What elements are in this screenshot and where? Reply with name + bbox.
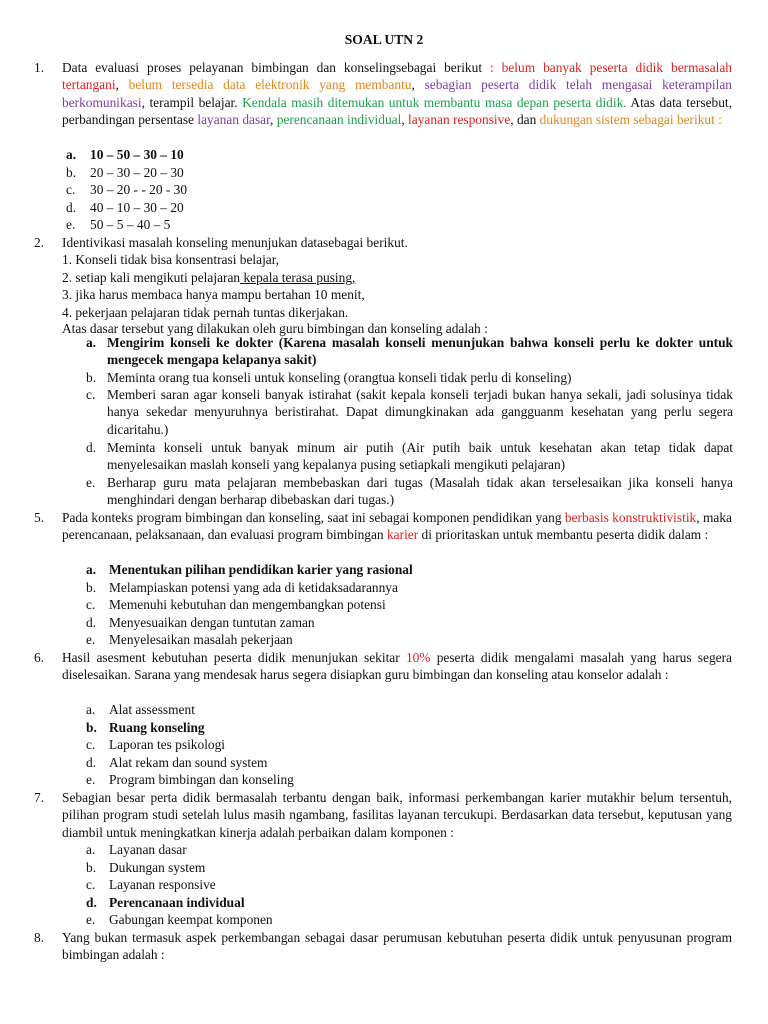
problem-item: 4. pekerjaan pelajaran tidak pernah tuntas dikerjakan. xyxy=(62,305,349,320)
answer-option: c. 30 – 20 - - 20 - 30 xyxy=(66,182,188,197)
question-text: Pada konteks program bimbingan dan konseling, saat ini sebagai komponen pendidikan yang berbasis konstruktivistik, maka perencanaan, pelaksanaan, dan evaluasi program bimbingan karier di prioritaskan untuk membantu peserta didik dalam : xyxy=(62,510,732,543)
answer-option: d. Alat rekam dan sound system xyxy=(86,755,268,770)
answer-option: a. 10 – 50 – 30 – 10 xyxy=(66,147,184,162)
answer-option: e. 50 – 5 – 40 – 5 xyxy=(66,217,171,232)
answer-option: e. Gabungan keempat komponen xyxy=(86,912,273,927)
problem-item: 2. setiap kali mengikuti pelajaran kepala terasa pusing, xyxy=(62,270,356,285)
answer-option: b. Ruang konseling xyxy=(86,720,205,735)
question-text: Identivikasi masalah konseling menunjukan datasebagai berikut. xyxy=(62,235,408,250)
question-text: Data evaluasi proses pelayanan bimbingan dan konselingsebagai berikut : belum banyak peserta didik bermasalah tertangani, belum tersedia data elektronik yang membantu, sebagian peserta didik telah mengasai keterampilan berkomunikasi, terampil belajar. Kendala masih ditemukan untuk membantu masa depan peserta didik. Atas data tersebut, perbandingan persentase layanan dasar, perencanaan individual, layanan responsive, dan dukungan sistem sebagai berikut : xyxy=(62,60,733,128)
answer-option: d. Perencanaan individual xyxy=(86,895,245,910)
answer-option: b. Melampiaskan potensi yang ada di ketidaksadarannya xyxy=(86,580,398,595)
answer-option: b. 20 – 30 – 20 – 30 xyxy=(66,165,184,180)
document-page: SOAL UTN 2 1. Data evaluasi proses pelayanan bimbingan dan konselingsebagai berikut : belum banyak peserta didik bermasalah tertangani, belum tersedia data elektronik yang membantu, sebagian peserta didik telah mengasai keterampilan berkomunikasi, terampil belajar. Kendala masih ditemukan untuk membantu masa depan peserta didik. Atas data tersebut, perbandingan persentase layanan dasar, perencanaan individual, layanan responsive, dan dukungan sistem sebagai berikut : a. 10 – 50 – 30 – 10 b. 20 – 30 – 20 – 30 c. 30 – 20 - - 20 - 30 d. 40 – 10 – 30 – 20 e. 50 – 5 – 40 – 5 2. Identivikasi masalah konseling menunjukan datasebagai berikut. 1. Konseli tidak bisa konsentrasi belajar, 2. setiap kali mengikuti pelajaran kepala terasa pusing, 3. jika harus membaca hanya mampu bertahan 10 menit, 4. pekerjaan pelajaran tidak pernah tuntas dikerjakan. Atas dasar tersebut yang dilakukan oleh guru bimbingan dan konseling adalah : a. Mengirim konseli ke dokter (Karena masalah konseli menunjukan bahwa konseli perlu ke dokter untuk mengecek mengapa kelapanya sakit) b. Meminta orang tua konseli untuk konseling (orangtua konseli tidak perlu di konseling) c. Memberi saran agar konseli banyak istirahat (sakit kepala konseli terjadi bukan hanya sekali, jadi solusinya tidak hanya sekedar menyuruhnya beristirahat. Dapat dimungkinakan ada gangguanm kesehatan yang perlu segera dicaritahu.) d. Meminta konseli untuk banyak minum air putih (Air putih baik untuk kesehatan akan tetap tidak dapat menyelesaikan maslah konseli yang kepalanya pusing setiapkali mengikuti pelajaran) e. Berharap guru mata pelajaran membebaskan dari tugas (Masalah tidak akan terselesaikan jika konseli hanya menghindari dengan berharap dibebaskan dari tugas.) 5. Pada konteks program bimbingan dan konseling, saat ini sebagai komponen pendidikan yang berbasis konstruktivistik, maka perencanaan, pelaksanaan, dan evaluasi program bimbingan karier di prioritaskan untuk membantu peserta didik dalam : a. Menentukan pilihan pendidikan karier yang rasional b. Melampiaskan potensi yang ada di ketidaksadarannya c. Memenuhi kebutuhan dan mengembangkan potensi d. Menyesuaikan dengan tuntutan zaman e. Menyelesaikan masalah pekerjaan 6. Hasil asesment kebutuhan peserta didik menunjukan sekitar 10% peserta didik mengalami masalah yang harus segera diselesaikan. Sarana yang mendesak harus segera disiapkan guru bimbingan dan konseling atau konselor adalah : a. Alat assessment b. Ruang konseling c. Laporan tes psikologi d. Alat rekam dan sound system e. Program bimbingan dan konseling 7. Sebagian besar perta didik bermasalah terbantu dengan baik, informasi perkembangan karier mutakhir belum tersentuh, pilihan program studi setelah lulus masih ngambang, fasilitas layanan tercukupi. Berdasarkan data tersebut, keputusan yang diambil untuk meningkatkan kinerja adalah perbaikan dalam komponen : a. Layanan dasar b. Dukungan system c. Layanan responsive d. Perencanaan individual e. Gabungan keempat komponen 8. Yang bukan termasuk aspek perkembangan sebagai dasar perumusan kebutuhan peserta didik untuk penyusunan program bimbingan adalah : xyxy=(0,0,768,1024)
question-number: 2. xyxy=(34,235,45,250)
answer-option: a. Layanan dasar xyxy=(86,842,187,857)
page-title: SOAL UTN 2 xyxy=(344,32,424,47)
answer-option: d. Menyesuaikan dengan tuntutan zaman xyxy=(86,615,315,630)
answer-option: e. Menyelesaikan masalah pekerjaan xyxy=(86,632,293,647)
question-number: 5. xyxy=(34,510,45,525)
problem-item: 3. jika harus membaca hanya mampu bertahan 10 menit, xyxy=(62,287,365,302)
answer-option: b. Dukungan system xyxy=(86,860,206,875)
question-text: Sebagian besar perta didik bermasalah terbantu dengan baik, informasi perkembangan karier mutakhir belum tersentuh, pilihan program studi setelah lulus masih ngambang, fasilitas layanan tercukupi. Berdasarkan data tersebut, keputusan yang diambil untuk meningkatkan kinerja adalah perbaikan dalam komponen : xyxy=(62,790,732,840)
answer-option: c. Laporan tes psikologi xyxy=(86,737,226,752)
answer-option: c. Memenuhi kebutuhan dan mengembangkan potensi xyxy=(86,597,386,612)
question-number: 7. xyxy=(34,790,45,805)
answer-option: d. 40 – 10 – 30 – 20 xyxy=(66,200,184,215)
answer-option: c. Layanan responsive xyxy=(86,877,216,892)
question-number: 6. xyxy=(34,650,45,665)
question-number: 1. xyxy=(34,60,45,75)
answer-option: a. Menentukan pilihan pendidikan karier yang rasional xyxy=(86,562,413,577)
problem-item: 1. Konseli tidak bisa konsentrasi belajar, xyxy=(62,252,280,267)
question-number: 8. xyxy=(34,930,45,945)
answer-option: e. Program bimbingan dan konseling xyxy=(86,772,294,787)
question-text: Atas dasar tersebut yang dilakukan oleh guru bimbingan dan konseling adalah : xyxy=(62,321,488,336)
question-text: Hasil asesment kebutuhan peserta didik menunjukan sekitar 10% peserta didik mengalami masalah yang harus segera diselesaikan. Sarana yang mendesak harus segera disiapkan guru bimbingan dan konseling atau konselor adalah : xyxy=(62,650,732,683)
question-text: Yang bukan termasuk aspek perkembangan sebagai dasar perumusan kebutuhan peserta didik untuk penyusunan program bimbingan adalah : xyxy=(62,930,732,963)
answer-option: a. Alat assessment xyxy=(86,702,195,717)
